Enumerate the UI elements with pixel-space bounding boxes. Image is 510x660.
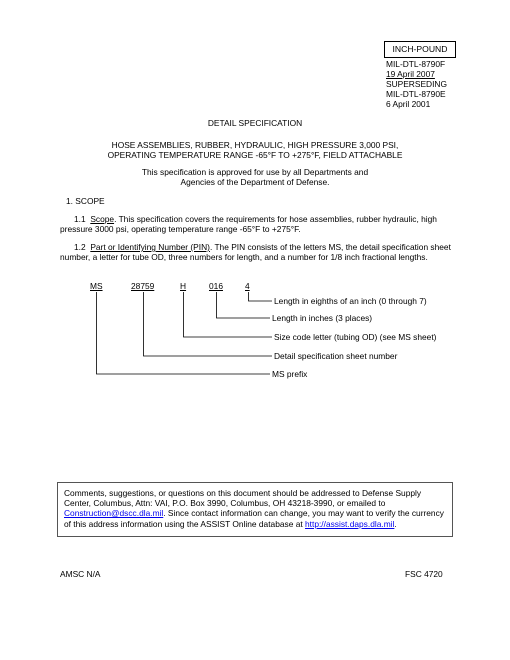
pin-leader-sheet-number [144, 292, 273, 356]
paragraph-1-1-number: 1.1 [74, 214, 86, 224]
pin-part-sheet-number: 28759 [131, 281, 155, 291]
paragraph-1-1-title: Scope [90, 214, 115, 224]
scope-heading: 1. SCOPE [66, 196, 105, 206]
assist-online-link[interactable]: http://assist.daps.dla.mil [305, 518, 395, 529]
paragraph-1-2-text: . The PIN consists of the letters MS, the detail specification sheet number, a letter for tube OD, three numbers for length, and a number for 1/8 inch fractional lengths. [60, 242, 451, 263]
pin-part-size-code: H [180, 281, 187, 291]
inch-pound-box: INCH-POUND [384, 41, 456, 58]
comments-email-link[interactable]: Construction@dscc.dla.mil [64, 508, 164, 519]
pin-leader-length-eighths [249, 292, 273, 301]
paragraph-1-1-text: . This specification covers the requirements for hose assemblies, rubber hydraulic, high pressure 3000 psi, operating temperature range -65°F to +275°F. [60, 214, 437, 235]
superseding-label: SUPERSEDING [386, 79, 447, 89]
superseded-date: 6 April 2001 [386, 99, 431, 109]
comments-text-2: . Since contact information can change, you may want to verify the currency of this address information using the ASSIST Online database at [64, 508, 444, 529]
spec-title-line-1: HOSE ASSEMBLIES, RUBBER, HYDRAULIC, HIGH PRESSURE 3,000 PSI, [111, 140, 399, 150]
pin-part-length-inches: 016 [209, 281, 223, 291]
pin-desc-ms-prefix: MS prefix [272, 369, 308, 379]
spec-title-line-2: OPERATING TEMPERATURE RANGE -65°F TO +275°F, FIELD ATTACHABLE [107, 150, 403, 161]
comments-text-3: . [394, 518, 397, 529]
pin-desc-size-code: Size code letter (tubing OD) (see MS sheet) [274, 332, 437, 342]
comments-text-1: Comments, suggestions, or questions on this document should be addressed to Defense Supply Center, Columbus, Attn: VAI, P.O. Box 3990, Columbus, OH 43218-3990, or emailed to [64, 488, 422, 509]
pin-desc-length-inches: Length in inches (3 places) [272, 313, 373, 323]
comments-box [57, 482, 453, 537]
document-date: 19 April 2007 [386, 69, 435, 79]
amsc-code: AMSC N/A [60, 569, 101, 579]
pin-part-length-eighths: 4 [245, 281, 250, 291]
pin-part-ms: MS [90, 281, 103, 291]
superseded-number: MIL-DTL-8790E [386, 89, 446, 99]
pin-desc-length-eighths: Length in eighths of an inch (0 through 7) [274, 296, 427, 306]
approval-line-1: This specification is approved for use by all Departments and [141, 167, 369, 177]
pin-leader-length-inches [217, 292, 271, 318]
document-number: MIL-DTL-8790F [386, 59, 446, 69]
pin-leader-size-code [184, 292, 273, 337]
approval-line-2: Agencies of the Department of Defense. [180, 177, 330, 188]
paragraph-1-2-title: Part or Identifying Number (PIN) [90, 242, 210, 252]
paragraph-1-2-number: 1.2 [74, 242, 86, 252]
spec-type-heading: DETAIL SPECIFICATION [207, 118, 303, 128]
fsc-code: FSC 4720 [405, 569, 443, 579]
pin-desc-sheet-number: Detail specification sheet number [274, 351, 398, 361]
